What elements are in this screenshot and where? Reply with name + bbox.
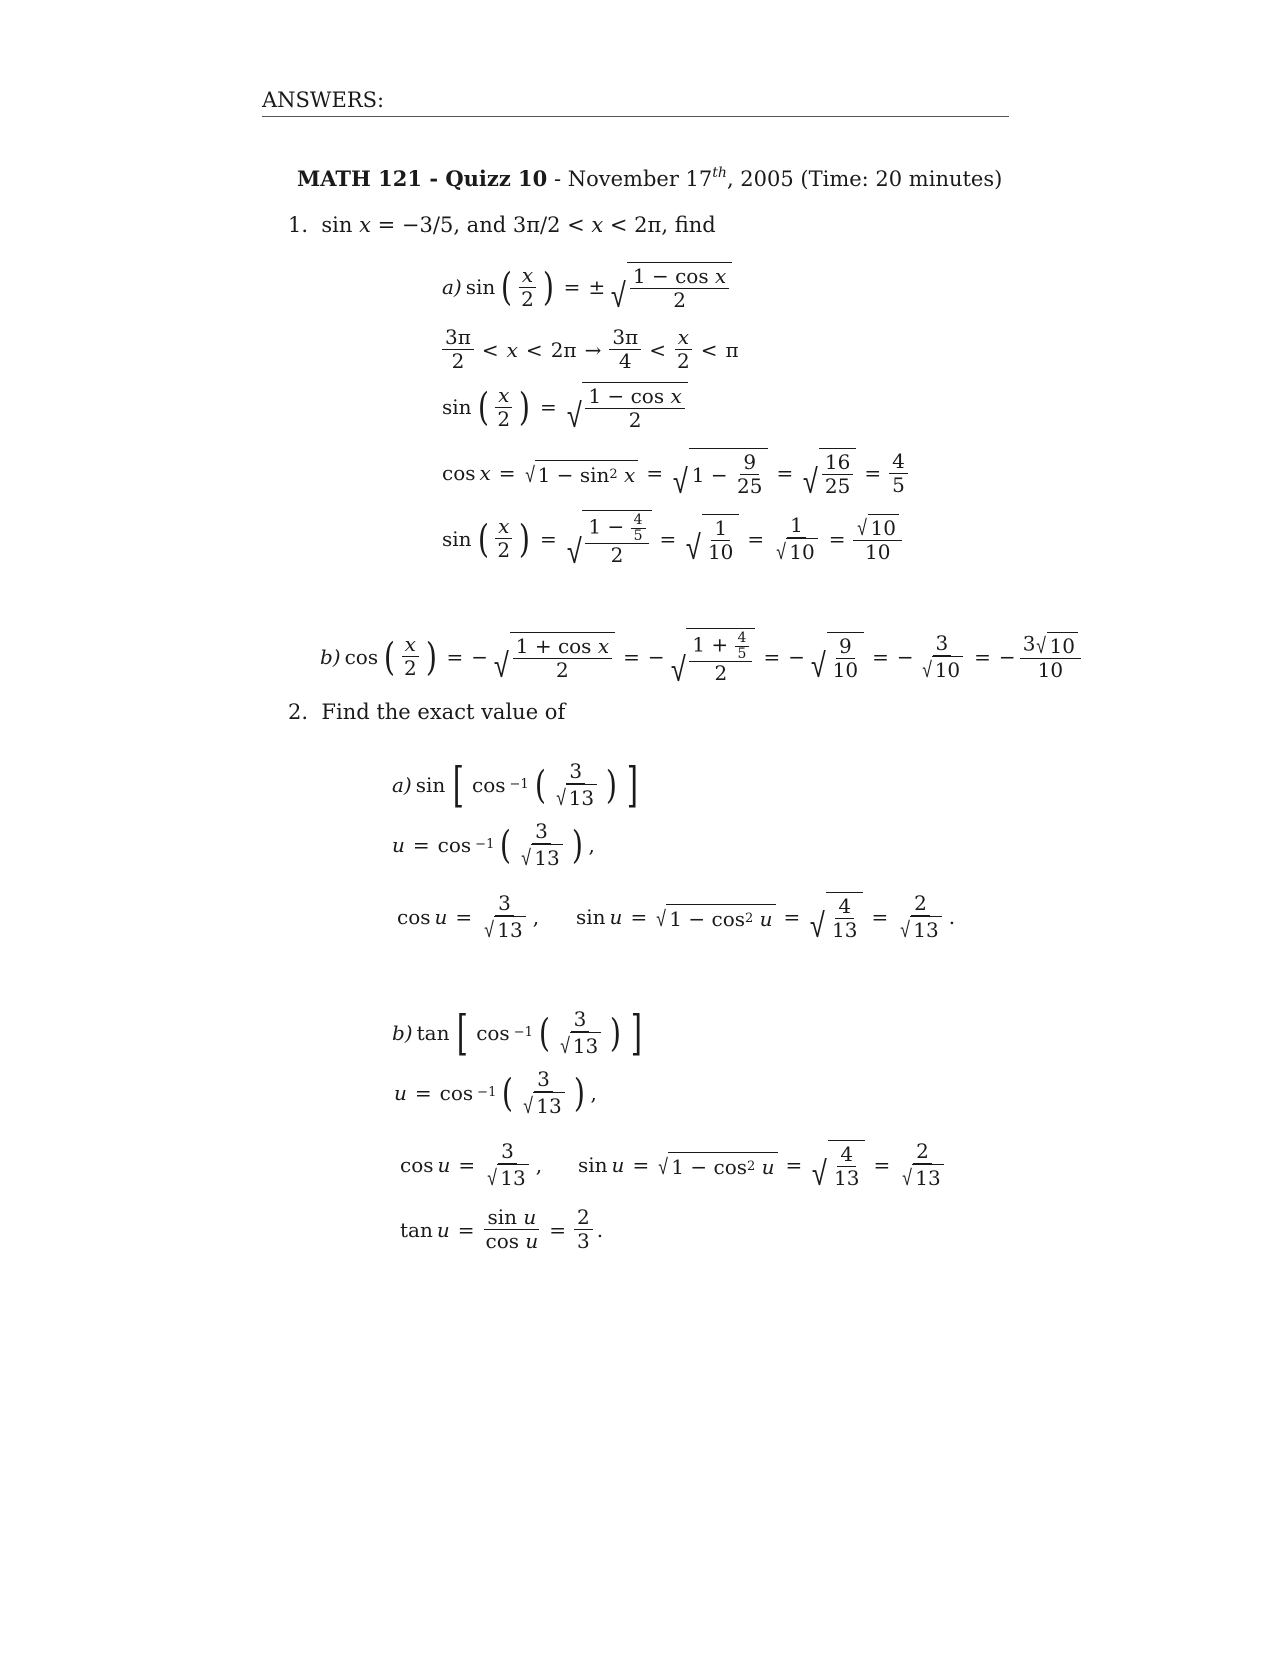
q2b-expression: b) tan [ cos −1 ( 3 √ 13 ) ] [392, 1005, 643, 1061]
quiz-name: Quizz 10 [445, 166, 548, 191]
plus-minus: ± [588, 275, 606, 299]
title-superscript: th [712, 165, 727, 181]
q1a-cos-value: cos x = √ 1 − sin 2 x = √ 1 − $\frac{9}{25}$ = √ $\frac{16}{25}$ = $\frac{4}{5}$ [440, 448, 910, 498]
q2a-u-definition: u = cos −1 ( 3 √ 13 ) , [392, 819, 595, 871]
condition-end: < 2π, find [603, 213, 716, 237]
question-number: 2. [288, 700, 309, 724]
q2b-tan-u: tan u = $\frac{\text{sin u}}{\text{cos u}}$ = $\frac{2}{3}$ . [400, 1205, 604, 1253]
question-2-stem [288, 700, 565, 724]
title-rest: , 2005 (Time: 20 minutes) [726, 167, 1003, 191]
answers-header: ANSWERS: [262, 88, 385, 112]
question-1-stem [288, 213, 716, 237]
fraction: $\frac{3\pi}{4}$ [609, 326, 641, 373]
question-number: 1. [288, 213, 309, 237]
q1a-half-angle-formula [440, 262, 734, 317]
course-name: MATH 121 [297, 166, 423, 191]
fraction: $\frac{x}{2}$ [674, 326, 693, 373]
equals: = [563, 275, 581, 299]
right-paren: ) [542, 265, 554, 309]
title-sep: - [422, 166, 446, 191]
q1a-result: sin ( $\frac{x}{2}$ ) = √ 1 − $\frac{4}{5}$ 2 = √ $\frac{1}{10}$ = 1 √ 10 = √ 10 10 [440, 510, 904, 567]
sqrt: √ $\frac{\text{1 − cos x}}{2}$ [565, 382, 688, 432]
var-x: x [359, 213, 371, 237]
q2b-u-definition: u = cos −1 ( 3 √ 13 ) , [394, 1067, 597, 1119]
q2a-expression: a) sin [ cos −1 ( 3 √ 13 ) ] [392, 757, 638, 813]
question-text: Find the exact value of [321, 700, 566, 724]
q1a-interval: $\frac{3\pi}{2}$ < x < 2π → $\frac{3\pi}{4}$ < $\frac{x}{2}$ < π [440, 326, 741, 373]
sin-text: sin [321, 213, 353, 237]
fraction: $\frac{x}{2}$ [518, 264, 537, 311]
q2b-cos-u: cos u = 3 √ 13 , [400, 1139, 543, 1191]
q2a-cos-u: cos u = 3 √ 13 , [397, 891, 540, 943]
fraction: $\frac{3\pi}{2}$ [442, 326, 474, 373]
quiz-title [297, 166, 1002, 191]
left-paren: ( [501, 265, 513, 309]
condition-text: = −3/5, and 3π/2 < [377, 213, 592, 237]
q1b-cos-half-angle: b) cos ( $\frac{x}{2}$ ) = − √ $\frac{\text{1 + cos x}}{2}$ = − √ 1 + $\frac{4}{5}$ 2 = − √ $\frac{9}{10}$ = − 3 √ 10 = − 3 √ 10 10 [318, 628, 1083, 685]
q2a-sin-u: sin u = √ 1 − cos 2 u = √ $\frac{4}{13}$ = 2 √ 13 . [576, 891, 956, 947]
q1a-sin-positive: sin ( $\frac{x}{2}$ ) = √ $\frac{\text{1 − cos x}}{2}$ [440, 382, 690, 432]
header-rule [262, 116, 1009, 117]
fn-sin: sin [465, 275, 496, 299]
var-x: x [591, 213, 604, 237]
q2b-sin-u: sin u = √ 1 − cos 2 u = √ $\frac{4}{13}$ = 2 √ 13 [576, 1140, 949, 1190]
part-label: a) [442, 275, 462, 299]
sqrt: √ $\frac{\text{1 − cos x}}{2}$ [609, 262, 732, 312]
title-date: - November 17 [547, 167, 713, 191]
